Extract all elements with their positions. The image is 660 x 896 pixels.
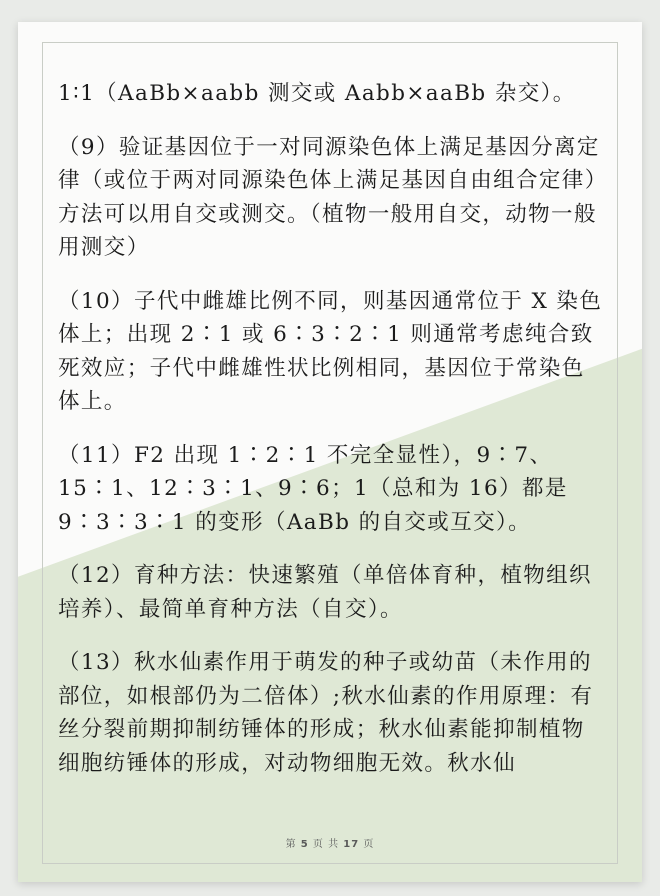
- page-footer: [18, 835, 642, 850]
- paragraph-ratio: 1∶1（AaBb×aabb 测交或 Aabb×aaBb 杂交）。: [58, 81, 576, 106]
- footer-page-number: 5: [300, 839, 309, 850]
- document-page: [18, 22, 642, 882]
- footer-total-pages: 17: [343, 839, 360, 850]
- footer-prefix: 第: [285, 839, 297, 850]
- paragraph-11: （11）F2 出现 1∶2∶1 不完全显性），9∶7、15∶1、12∶3∶1、9∶6；1（总和为 16）都是 9∶3∶3∶1 的变形（AaBb 的自交或互交）。: [58, 442, 577, 535]
- footer-middle: 页 共: [312, 839, 340, 850]
- document-body: [58, 77, 603, 800]
- footer-suffix: 页: [363, 839, 375, 850]
- paragraph-13: （13）秋水仙素作用于萌发的种子或幼苗（未作用的部位，如根部仍为二倍体）;秋水仙素的作用原理：有丝分裂前期抑制纺锤体的形成；秋水仙素能抑制植物细胞纺锤体的形成，对动物细胞无效。秋水仙: [58, 650, 594, 776]
- paragraph-9: （9）验证基因位于一对同源染色体上满足基因分离定律（或位于两对同源染色体上满足基因自由组合定律）方法可以用自交或测交。（植物一般用自交，动物一般用测交）: [58, 134, 600, 260]
- paragraph-12: （12）育种方法：快速繁殖（单倍体育种，植物组织培养）、最简单育种方法（自交）。: [58, 563, 592, 622]
- paragraph-10: （10）子代中雌雄比例不同，则基因通常位于 X 染色体上；出现 2∶1 或 6∶3∶2∶1 则通常考虑纯合致死效应；子代中雌雄性状比例相同，基因位于常染色体上。: [58, 288, 603, 414]
